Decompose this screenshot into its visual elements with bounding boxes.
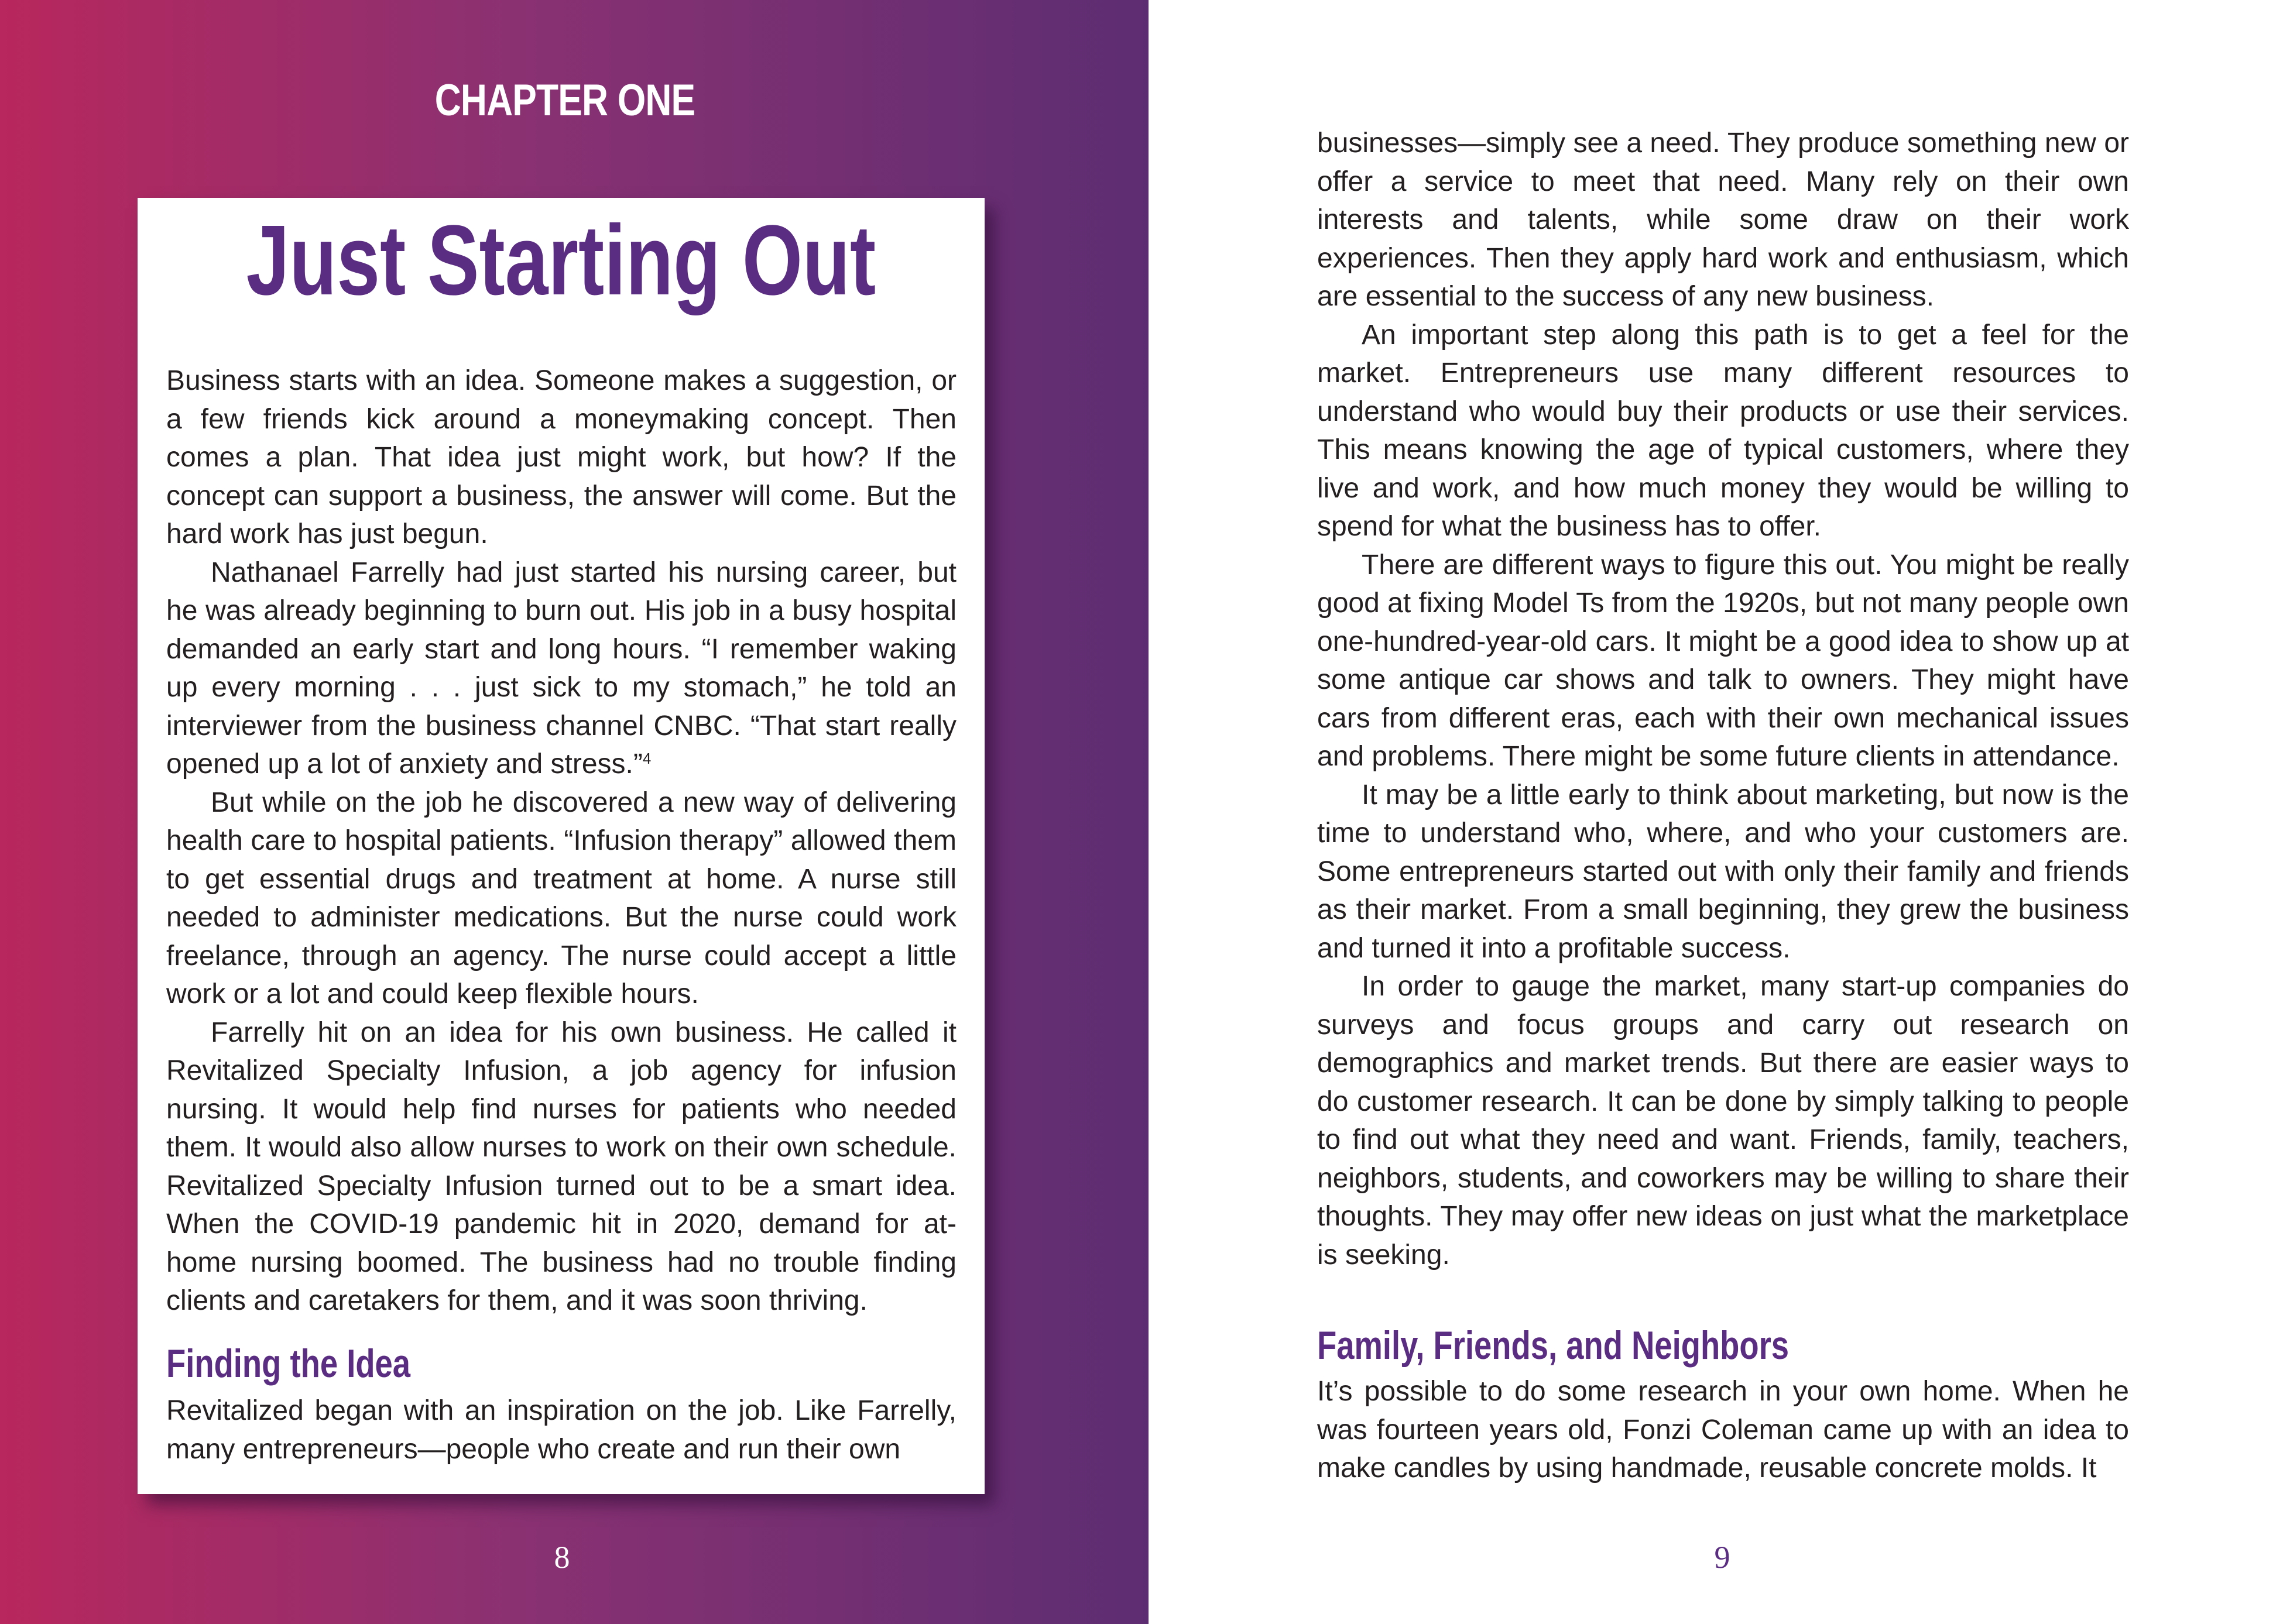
chapter-label: CHAPTER ONE: [434, 75, 695, 125]
right-paragraph: businesses—simply see a need. They produce something new or offer a service to meet that need. Many rely on their own interests and talents, while some draw on their work experiences. Then they apply hard work and enthusiasm, which are essential to the success of any new business.: [1317, 128, 2129, 312]
left-paragraph: Farrelly hit on an idea for his own business. He called it Revitalized Specialty Infusion, a job agency for infusion nursing. It would help find nurses for patients who needed them. It would also allow nurses to work on their own schedule. Revitalized Specialty Infusion turned out to be a smart idea. When the COVID-19 pandemic hit in 2020, demand for at-home nursing boomed. The business had no trouble finding clients and caretakers for them, and it was soon thriving.: [166, 1017, 957, 1316]
section-heading-finding-idea: Finding the Idea: [166, 1341, 411, 1386]
right-paragraph: In order to gauge the market, many start-up companies do surveys and focus groups and carry out research on demographics and market trends. But there are easier ways to do customer research. It can be done by simply talking to people to find out what they need and want. Friends, family, teachers, neighbors, students, and coworkers may be willing to share their thoughts. They may offer new ideas on just what the marketplace is seeking.: [1317, 971, 2129, 1271]
left-paragraph: [166, 554, 957, 784]
footnote-ref: 4: [642, 750, 652, 767]
left-body-text-continued: [166, 1392, 957, 1468]
right-body-text: [1317, 124, 2129, 1274]
right-paragraph: There are different ways to figure this out. You might be really good at fixing Model Ts from the 1920s, but not many people own one-hundred-year-old cars. It might be a good idea to show up at some antique car shows and talk to owners. They might have cars from different eras, each with their own mechanical issues and problems. There might be some future clients in attendance.: [1317, 549, 2129, 772]
right-paragraph: An important step along this path is to get a feel for the market. Entrepreneurs use many different resources to understand who would buy their products or use their services. This means knowing the age of typical customers, where they live and work, and how much money they would be willing to spend for what the business has to offer.: [1317, 319, 2129, 542]
chapter-title: Just Starting Out: [246, 205, 876, 316]
left-paragraph: But while on the job he discovered a new way of delivering health care to hospital patients. “Infusion therapy” allowed them to get essential drugs and treatment at home. A nurse still needed to administer medications. But the nurse could work freelance, through an agency. The nurse could accept a little work or a lot and could keep flexible hours.: [166, 787, 957, 1010]
page-number-right: 9: [1714, 1540, 1730, 1575]
right-body-text-continued: [1317, 1372, 2129, 1488]
left-body-text: [166, 362, 957, 1320]
page-number-left: 8: [554, 1540, 570, 1575]
right-paragraph: It may be a little early to think about marketing, but now is the time to understand who, where, and who your customers are. Some entrepreneurs started out with only their family and friends as their market. From a small beginning, they grew the business and turned it into a profitable success.: [1317, 779, 2129, 964]
section-heading-family-friends: Family, Friends, and Neighbors: [1317, 1323, 1790, 1368]
right-paragraph: It’s possible to do some research in your own home. When he was fourteen years old, Fonzi Coleman came up with an idea to make candles by using handmade, reusable concrete molds. It: [1317, 1376, 2129, 1484]
paragraph-text: Nathanael Farrelly had just started his nursing career, but he was already beginning to burn out. His job in a busy hospital demanded an early start and long hours. “I remember waking up every morning . . . just sick to my stomach,” he told an interviewer from the business channel CNBC. “That start really opened up a lot of anxiety and stress.”: [166, 557, 957, 780]
left-paragraph: Business starts with an idea. Someone makes a suggestion, or a few friends kick around a moneymaking concept. Then comes a plan. That idea just might work, but how? If the concept can support a business, the answer will come. But the hard work has just begun.: [166, 365, 957, 550]
left-paragraph: Revitalized began with an inspiration on the job. Like Farrelly, many entrepreneurs—people who create and run their own: [166, 1395, 957, 1465]
